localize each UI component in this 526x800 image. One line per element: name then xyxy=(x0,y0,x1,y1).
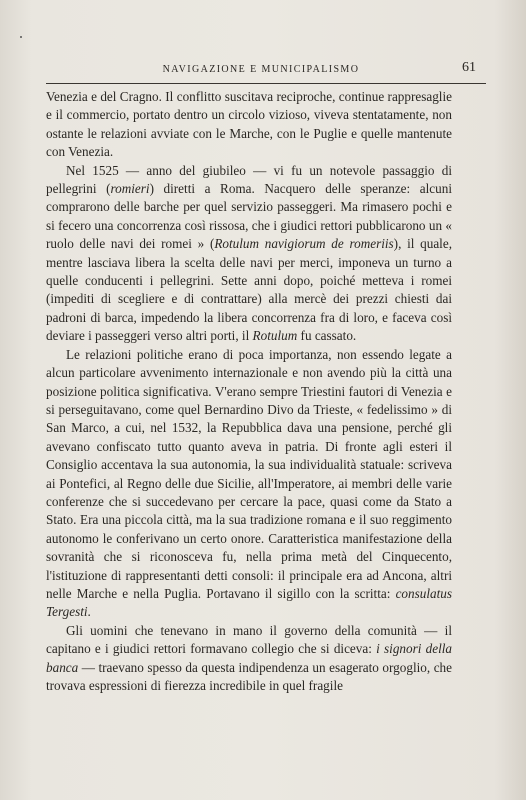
paragraph-2: Nel 1525 — anno del giubileo — vi fu un notevole passaggio di pellegrini (romieri) diretti a Roma. Nacquero delle speranze: alcuni comprarono delle barche per quel servizio passeggeri. Ma rimasero pochi e si fecero una concorrenza così rissosa, che i giudici rettori pubblicarono un « ruolo delle navi dei romei » (Rotulum navigiorum de romeriis), il quale, mentre lasciava libera la scelta delle navi per merci, imponeva un turno a quelle conducenti i pellegrini. Sette anni dopo, poiché metteva i romei (impediti di scegliere e di contrattare) alla mercè dei prezzi chiesti dai padroni di barca, impedendo la libera concorrenza fra di loro, e faceva così deviare i passeggeri verso altri porti, il Rotulum fu cassato. xyxy=(46,162,452,344)
paragraph-1: Venezia e del Cragno. Il conflitto suscitava reciproche, continue rappresaglie e il commercio, portato dentro un circolo vizioso, viveva stentatamente, non ostante le relazioni avviate con le Marche, con le Puglie e quelle mantenute con Venezia. xyxy=(46,89,452,160)
page-header xyxy=(46,60,476,80)
paragraph-3: Le relazioni politiche erano di poca importanza, non essendo legate a alcun particolare avvenimento internazionale e non avendo più la città una posizione politica significativa. V'erano sempre Triestini fautori di Venezia e si perseguitavano, come quel Bernardino Divo da Trieste, « fedelissimo » di San Marco, a cui, nel 1532, la Repubblica dava una pensione, perché gli avevano confiscato tutto quanto aveva in patria. Di fronte agli esteri il Consiglio accentava la sua autonomia, la sua individualità statuale: scriveva ai Pontefici, al Regno delle due Sicilie, all'Imperatore, ai membri delle varie conferenze che si succedevano per cercare la pace, quasi come da Stato a Stato. Era una piccola città, ma la sua tradizione romana e il suo reggimento autonomo le conferivano un certo onore. Caratteristica manifestazione della sovranità che si riconosceva fu, nella prima metà del Cinquecento, l'istituzione di rappresentanti detti consoli: il principale era ad Ancona, altri nelle Marche e nella Puglia. Portavano il sigillo con la scritta: consulatus Tergesti. xyxy=(46,346,452,620)
header-rule xyxy=(46,83,486,84)
body-text xyxy=(46,88,452,695)
page-number: 61 xyxy=(462,60,476,75)
running-title: NAVIGAZIONE E MUNICIPALISMO xyxy=(162,64,360,75)
paragraph-4: Gli uomini che tenevano in mano il governo della comunità — il capitano e i giudici rettori formavano collegio che si diceva: i signori della banca — traevano spesso da questa indipendenza un esagerato orgoglio, che trovava espressioni di fierezza incredibile in quel fragile xyxy=(46,622,452,693)
speck xyxy=(20,36,22,38)
